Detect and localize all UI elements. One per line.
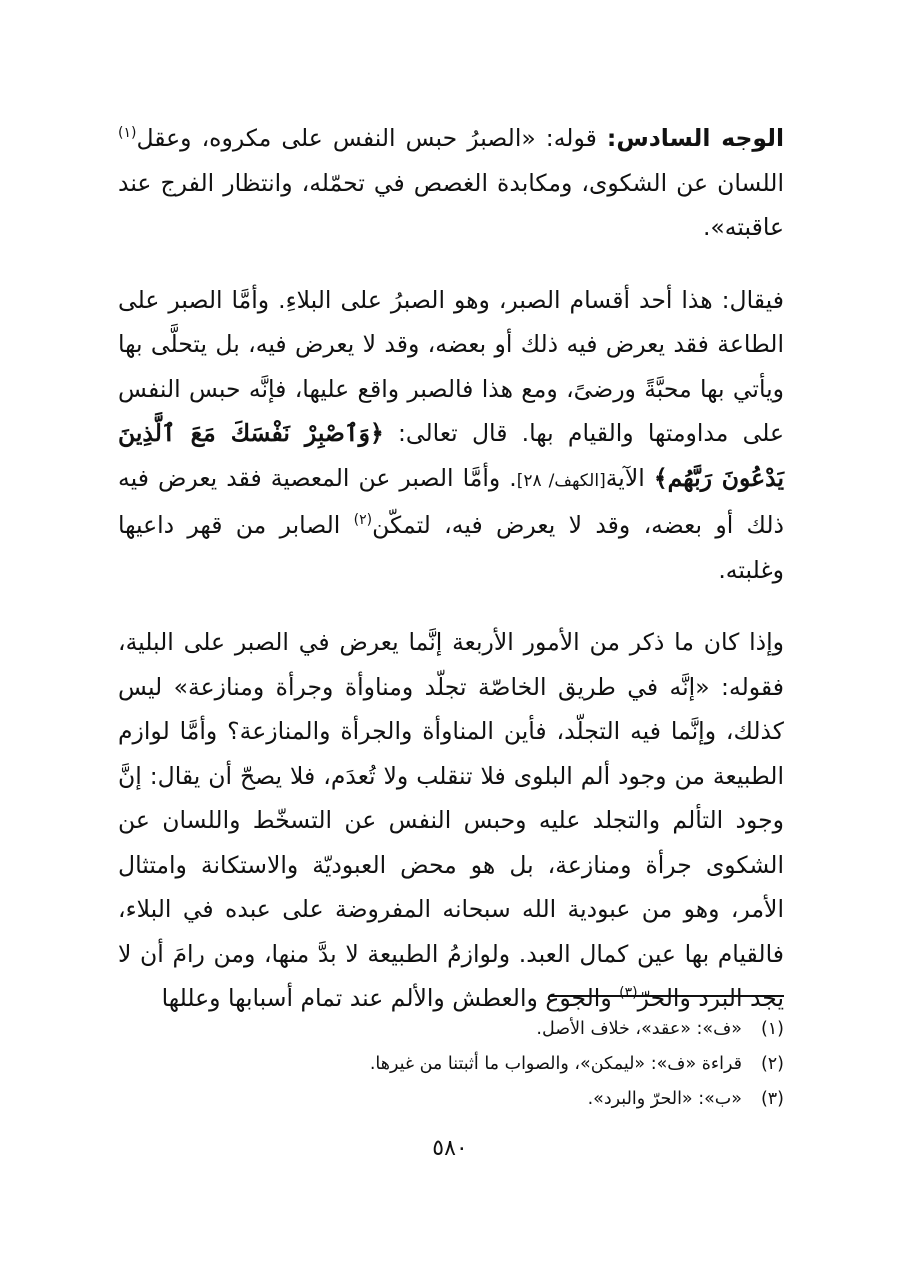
footnote-separator: [549, 995, 784, 997]
footnotes: [300, 1012, 784, 1117]
page-number: ٥٨٠: [432, 1136, 468, 1161]
paragraph-1-text-a: قوله: «الصبرُ حبس النفس على مكروه، وعقل: [136, 124, 607, 152]
footnote-text: «ب»: «الحرّ والبرد».: [587, 1089, 742, 1109]
section-heading: الوجه السادس:: [606, 124, 785, 152]
verse-reference: [الكهف/ ٢٨]: [516, 470, 606, 491]
footnote-ref-2[interactable]: (٢): [353, 512, 373, 528]
footnote-number: (١): [760, 1019, 784, 1039]
paragraph-1-text-b: اللسان عن الشكوى، ومكابدة الغصص في تحمّله، وانتظار الفرج عند عاقبته».: [118, 168, 784, 241]
footnote-item: [300, 1082, 784, 1117]
paragraph-2: [118, 278, 784, 593]
paragraph-2-text-a: فيقال: هذا أحد أقسام الصبر، وهو الصبرُ على البلاءِ. وأمَّا الصبر على الطاعة فقد يعرض فيه ذلك أو بعضه، وقد لا يعرض فيه، بل يتحلَّى بها ويأتي بها محبَّةً ورضىً، ومع هذا فالصبر واقع عليها، فإنَّه حبس النفس على مداومتها والقيام بها. قال تعالى:: [118, 285, 784, 447]
page-body: [118, 108, 784, 1021]
paragraph-2-text-c: . وأمَّا الصبر عن المعصية فقد يعرض فيه ذلك أو بعضه، وقد لا يعرض فيه، لتمكّن: [118, 463, 784, 539]
paragraph-1: [118, 116, 784, 250]
footnote-number: (٢): [760, 1054, 784, 1074]
paragraph-3-text-b: والجوع والعطش والألم عند تمام أسبابها وعللها: [161, 984, 620, 1012]
paragraph-3: [118, 620, 784, 1021]
quran-verse: ﴿وَٱصْبِرْ نَفْسَكَ مَعَ ٱلَّذِينَ يَدْعُونَ رَبَّهُم﴾: [118, 419, 785, 492]
footnote-ref-1[interactable]: (١): [118, 125, 137, 141]
footnote-item: [300, 1047, 784, 1082]
footnote-number: (٣): [760, 1089, 784, 1109]
footnote-item: [300, 1012, 784, 1047]
footnote-ref-3[interactable]: (٣): [619, 985, 638, 1001]
paragraph-2-text-b: الآية: [605, 463, 654, 492]
paragraph-2-text-d: الصابر من قهر داعيها وغلبته.: [118, 511, 784, 584]
footnote-text: «ف»: «عقد»، خلاف الأصل.: [536, 1019, 742, 1039]
footnote-text: قراءة «ف»: «ليمكن»، والصواب ما أثبتنا من غيرها.: [369, 1054, 742, 1074]
paragraph-3-text-a: وإذا كان ما ذكر من الأمور الأربعة إنَّما يعرض في الصبر على البلية، فقوله: «إنَّه في طريق الخاصّة تجلّد ومناوأة وجرأة ومنازعة» ليس كذلك، وإنَّما فيه التجلّد، فأين المناوأة والجرأة والمنازعة؟ وأمَّا لوازم الطبيعة من وجود ألم البلوى فلا تنقلب ولا تُعدَم، فلا يصحّ أن يقال: إنَّ وجود التألم والتجلد عليه وحبس النفس عن التسخّط واللسان عن الشكوى جرأة ومنازعة، بل هو محض العبوديّة والاستكانة وامتثال الأمر، وهو من عبودية الله سبحانه المفروضة على عبده في البلاء، فالقيام بها عين كمال العبد. ولوازمُ الطبيعة لا بدَّ منها، ومن رامَ أن لا يجد البرد والحرّ: [118, 628, 784, 1012]
